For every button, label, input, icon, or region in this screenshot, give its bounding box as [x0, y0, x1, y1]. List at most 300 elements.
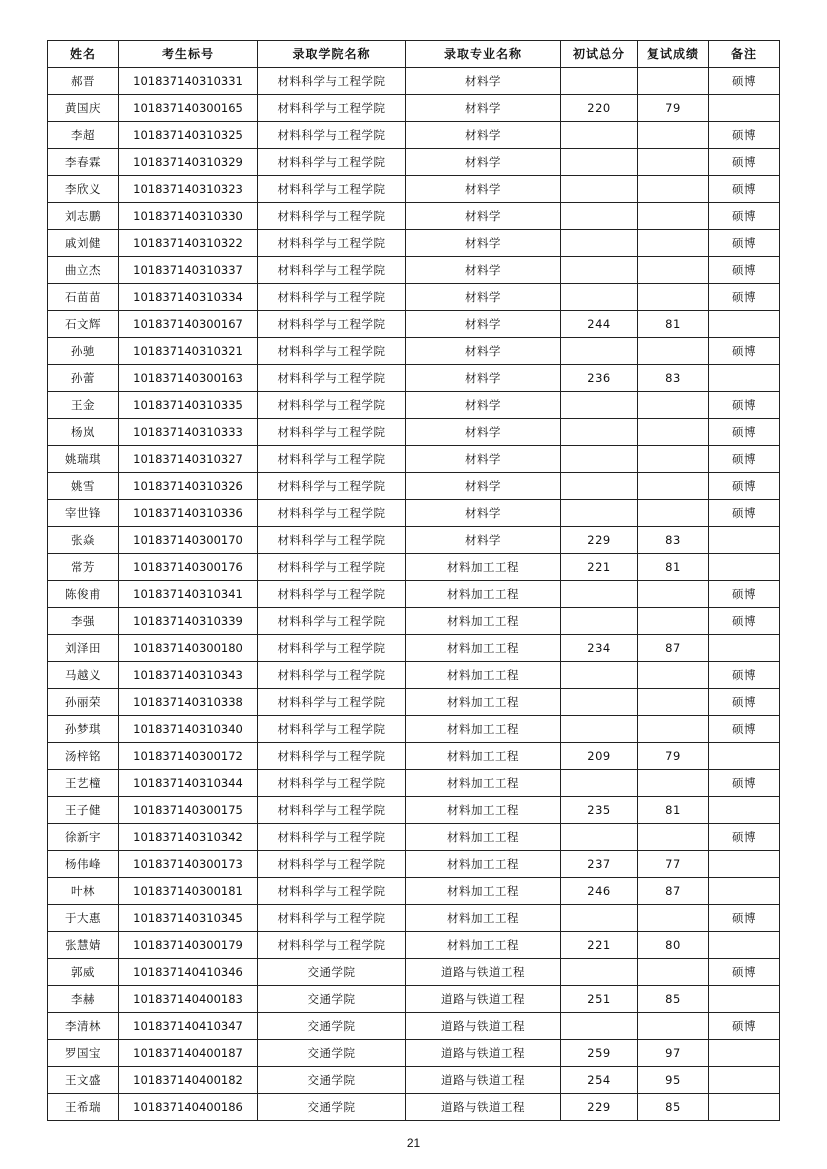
cell-name: 王艺橦 — [48, 770, 119, 797]
cell-college: 材料科学与工程学院 — [258, 284, 406, 311]
cell-college: 材料科学与工程学院 — [258, 230, 406, 257]
cell-major: 材料学 — [406, 149, 561, 176]
cell-remarks — [709, 554, 780, 581]
cell-college: 材料科学与工程学院 — [258, 878, 406, 905]
cell-retest-score — [638, 257, 709, 284]
cell-college: 材料科学与工程学院 — [258, 581, 406, 608]
cell-major: 材料学 — [406, 284, 561, 311]
cell-candidate-id: 101837140310331 — [119, 68, 258, 95]
header-college: 录取学院名称 — [258, 41, 406, 68]
cell-major: 材料学 — [406, 176, 561, 203]
cell-initial-score — [561, 230, 638, 257]
cell-college: 交通学院 — [258, 1067, 406, 1094]
cell-college: 交通学院 — [258, 1040, 406, 1067]
cell-name: 杨伟峰 — [48, 851, 119, 878]
cell-major: 材料学 — [406, 500, 561, 527]
cell-college: 材料科学与工程学院 — [258, 68, 406, 95]
cell-name: 李超 — [48, 122, 119, 149]
cell-remarks — [709, 1067, 780, 1094]
cell-initial-score: 229 — [561, 1094, 638, 1121]
cell-name: 孙丽荣 — [48, 689, 119, 716]
cell-college: 材料科学与工程学院 — [258, 851, 406, 878]
table-row — [48, 1094, 780, 1121]
cell-retest-score: 77 — [638, 851, 709, 878]
cell-major: 材料加工工程 — [406, 824, 561, 851]
cell-name: 李赫 — [48, 986, 119, 1013]
cell-remarks: 硕博 — [709, 689, 780, 716]
table-row — [48, 257, 780, 284]
cell-college: 交通学院 — [258, 1013, 406, 1040]
cell-retest-score — [638, 68, 709, 95]
header-candidate-id: 考生标号 — [119, 41, 258, 68]
table-row — [48, 311, 780, 338]
cell-initial-score — [561, 824, 638, 851]
cell-initial-score — [561, 689, 638, 716]
table-row — [48, 770, 780, 797]
admission-table — [47, 40, 780, 1121]
cell-name: 刘泽田 — [48, 635, 119, 662]
cell-college: 交通学院 — [258, 986, 406, 1013]
cell-retest-score — [638, 905, 709, 932]
cell-candidate-id: 101837140400183 — [119, 986, 258, 1013]
cell-initial-score — [561, 68, 638, 95]
cell-candidate-id: 101837140300165 — [119, 95, 258, 122]
cell-candidate-id: 101837140310345 — [119, 905, 258, 932]
cell-candidate-id: 101837140410347 — [119, 1013, 258, 1040]
cell-remarks: 硕博 — [709, 284, 780, 311]
cell-major: 材料学 — [406, 338, 561, 365]
cell-candidate-id: 101837140310344 — [119, 770, 258, 797]
cell-name: 姚雪 — [48, 473, 119, 500]
cell-initial-score — [561, 716, 638, 743]
cell-major: 道路与铁道工程 — [406, 1013, 561, 1040]
cell-retest-score: 95 — [638, 1067, 709, 1094]
cell-name: 孙驰 — [48, 338, 119, 365]
cell-initial-score: 235 — [561, 797, 638, 824]
cell-retest-score — [638, 959, 709, 986]
cell-major: 材料加工工程 — [406, 635, 561, 662]
cell-candidate-id: 101837140400187 — [119, 1040, 258, 1067]
cell-retest-score — [638, 473, 709, 500]
table-row — [48, 581, 780, 608]
cell-major: 材料学 — [406, 257, 561, 284]
table-row — [48, 284, 780, 311]
cell-major: 道路与铁道工程 — [406, 986, 561, 1013]
cell-retest-score — [638, 284, 709, 311]
table-row — [48, 203, 780, 230]
cell-name: 马越义 — [48, 662, 119, 689]
cell-retest-score — [638, 230, 709, 257]
cell-major: 材料加工工程 — [406, 608, 561, 635]
cell-remarks — [709, 878, 780, 905]
cell-name: 王希瑞 — [48, 1094, 119, 1121]
cell-initial-score — [561, 959, 638, 986]
cell-retest-score — [638, 122, 709, 149]
cell-college: 材料科学与工程学院 — [258, 635, 406, 662]
cell-candidate-id: 101837140310333 — [119, 419, 258, 446]
cell-candidate-id: 101837140310322 — [119, 230, 258, 257]
cell-name: 刘志鹏 — [48, 203, 119, 230]
cell-retest-score: 80 — [638, 932, 709, 959]
cell-major: 道路与铁道工程 — [406, 1067, 561, 1094]
page-number: 21 — [406, 1136, 421, 1150]
cell-major: 材料加工工程 — [406, 554, 561, 581]
cell-remarks — [709, 95, 780, 122]
cell-major: 道路与铁道工程 — [406, 1094, 561, 1121]
cell-major: 材料学 — [406, 230, 561, 257]
cell-name: 于大惠 — [48, 905, 119, 932]
table-row — [48, 554, 780, 581]
cell-name: 汤梓铭 — [48, 743, 119, 770]
cell-retest-score — [638, 446, 709, 473]
cell-name: 姚瑞琪 — [48, 446, 119, 473]
cell-major: 材料学 — [406, 122, 561, 149]
cell-remarks: 硕博 — [709, 905, 780, 932]
cell-major: 材料学 — [406, 95, 561, 122]
table-row — [48, 365, 780, 392]
cell-major: 道路与铁道工程 — [406, 1040, 561, 1067]
cell-college: 材料科学与工程学院 — [258, 770, 406, 797]
table-row — [48, 932, 780, 959]
cell-remarks: 硕博 — [709, 338, 780, 365]
cell-retest-score — [638, 608, 709, 635]
cell-major: 材料加工工程 — [406, 851, 561, 878]
table-row — [48, 419, 780, 446]
cell-remarks: 硕博 — [709, 500, 780, 527]
cell-remarks: 硕博 — [709, 770, 780, 797]
cell-retest-score — [638, 716, 709, 743]
cell-retest-score: 79 — [638, 95, 709, 122]
cell-candidate-id: 101837140300173 — [119, 851, 258, 878]
cell-college: 材料科学与工程学院 — [258, 176, 406, 203]
cell-college: 材料科学与工程学院 — [258, 824, 406, 851]
cell-major: 材料加工工程 — [406, 878, 561, 905]
cell-college: 交通学院 — [258, 1094, 406, 1121]
cell-remarks — [709, 851, 780, 878]
header-name: 姓名 — [48, 41, 119, 68]
cell-retest-score — [638, 1013, 709, 1040]
cell-college: 材料科学与工程学院 — [258, 419, 406, 446]
cell-name: 王金 — [48, 392, 119, 419]
table-row — [48, 905, 780, 932]
table-row — [48, 716, 780, 743]
cell-initial-score — [561, 608, 638, 635]
cell-college: 材料科学与工程学院 — [258, 446, 406, 473]
cell-retest-score — [638, 824, 709, 851]
cell-college: 材料科学与工程学院 — [258, 392, 406, 419]
cell-college: 材料科学与工程学院 — [258, 743, 406, 770]
cell-name: 戚刘健 — [48, 230, 119, 257]
table-row — [48, 338, 780, 365]
cell-candidate-id: 101837140310334 — [119, 284, 258, 311]
cell-initial-score — [561, 203, 638, 230]
cell-initial-score — [561, 122, 638, 149]
cell-candidate-id: 101837140310343 — [119, 662, 258, 689]
table-row — [48, 959, 780, 986]
cell-candidate-id: 101837140300175 — [119, 797, 258, 824]
cell-major: 材料加工工程 — [406, 689, 561, 716]
cell-initial-score: 251 — [561, 986, 638, 1013]
cell-initial-score: 236 — [561, 365, 638, 392]
cell-major: 材料加工工程 — [406, 797, 561, 824]
cell-major: 材料加工工程 — [406, 581, 561, 608]
cell-college: 材料科学与工程学院 — [258, 122, 406, 149]
cell-candidate-id: 101837140310340 — [119, 716, 258, 743]
cell-retest-score — [638, 392, 709, 419]
cell-remarks: 硕博 — [709, 149, 780, 176]
header-initial-score: 初试总分 — [561, 41, 638, 68]
cell-college: 材料科学与工程学院 — [258, 473, 406, 500]
table-row — [48, 68, 780, 95]
cell-remarks: 硕博 — [709, 176, 780, 203]
table-row — [48, 662, 780, 689]
cell-retest-score: 97 — [638, 1040, 709, 1067]
cell-candidate-id: 101837140310329 — [119, 149, 258, 176]
cell-remarks: 硕博 — [709, 608, 780, 635]
cell-initial-score — [561, 257, 638, 284]
cell-name: 徐新宇 — [48, 824, 119, 851]
cell-candidate-id: 101837140300170 — [119, 527, 258, 554]
table-row — [48, 608, 780, 635]
cell-college: 交通学院 — [258, 959, 406, 986]
cell-candidate-id: 101837140310337 — [119, 257, 258, 284]
header-remarks: 备注 — [709, 41, 780, 68]
header-retest-score: 复试成绩 — [638, 41, 709, 68]
cell-candidate-id: 101837140310323 — [119, 176, 258, 203]
cell-retest-score: 81 — [638, 797, 709, 824]
cell-retest-score — [638, 338, 709, 365]
cell-name: 李春霖 — [48, 149, 119, 176]
cell-candidate-id: 101837140310338 — [119, 689, 258, 716]
cell-name: 郭威 — [48, 959, 119, 986]
cell-major: 材料学 — [406, 446, 561, 473]
cell-remarks: 硕博 — [709, 1013, 780, 1040]
cell-college: 材料科学与工程学院 — [258, 662, 406, 689]
cell-initial-score: 220 — [561, 95, 638, 122]
cell-name: 张焱 — [48, 527, 119, 554]
cell-college: 材料科学与工程学院 — [258, 338, 406, 365]
cell-initial-score — [561, 338, 638, 365]
cell-major: 材料加工工程 — [406, 770, 561, 797]
cell-initial-score — [561, 905, 638, 932]
cell-remarks: 硕博 — [709, 419, 780, 446]
cell-initial-score — [561, 149, 638, 176]
cell-candidate-id: 101837140300181 — [119, 878, 258, 905]
cell-remarks — [709, 986, 780, 1013]
cell-initial-score — [561, 662, 638, 689]
cell-initial-score — [561, 419, 638, 446]
cell-retest-score: 79 — [638, 743, 709, 770]
cell-college: 材料科学与工程学院 — [258, 500, 406, 527]
cell-college: 材料科学与工程学院 — [258, 95, 406, 122]
cell-college: 材料科学与工程学院 — [258, 932, 406, 959]
table-row — [48, 1040, 780, 1067]
cell-remarks — [709, 311, 780, 338]
table-row — [48, 392, 780, 419]
cell-initial-score: 234 — [561, 635, 638, 662]
cell-remarks: 硕博 — [709, 662, 780, 689]
cell-remarks — [709, 635, 780, 662]
cell-college: 材料科学与工程学院 — [258, 257, 406, 284]
cell-initial-score: 237 — [561, 851, 638, 878]
table-body — [48, 68, 780, 1121]
cell-college: 材料科学与工程学院 — [258, 905, 406, 932]
cell-retest-score: 87 — [638, 635, 709, 662]
cell-initial-score — [561, 392, 638, 419]
cell-remarks: 硕博 — [709, 473, 780, 500]
cell-name: 李强 — [48, 608, 119, 635]
cell-college: 材料科学与工程学院 — [258, 149, 406, 176]
cell-remarks: 硕博 — [709, 257, 780, 284]
cell-initial-score: 259 — [561, 1040, 638, 1067]
cell-retest-score — [638, 500, 709, 527]
cell-candidate-id: 101837140310342 — [119, 824, 258, 851]
cell-remarks: 硕博 — [709, 959, 780, 986]
cell-remarks: 硕博 — [709, 581, 780, 608]
table-row — [48, 149, 780, 176]
cell-initial-score: 244 — [561, 311, 638, 338]
cell-candidate-id: 101837140310341 — [119, 581, 258, 608]
cell-initial-score — [561, 176, 638, 203]
cell-initial-score — [561, 473, 638, 500]
cell-name: 陈俊甫 — [48, 581, 119, 608]
cell-major: 材料加工工程 — [406, 716, 561, 743]
cell-major: 材料学 — [406, 311, 561, 338]
table-row — [48, 986, 780, 1013]
table-row — [48, 230, 780, 257]
table-row — [48, 851, 780, 878]
table-row — [48, 878, 780, 905]
header-row — [48, 41, 780, 68]
cell-college: 材料科学与工程学院 — [258, 203, 406, 230]
cell-remarks — [709, 1040, 780, 1067]
cell-retest-score: 83 — [638, 527, 709, 554]
cell-candidate-id: 101837140400182 — [119, 1067, 258, 1094]
cell-remarks: 硕博 — [709, 203, 780, 230]
cell-name: 李清林 — [48, 1013, 119, 1040]
cell-name: 孙蕾 — [48, 365, 119, 392]
cell-remarks: 硕博 — [709, 824, 780, 851]
cell-initial-score — [561, 446, 638, 473]
cell-initial-score: 254 — [561, 1067, 638, 1094]
cell-retest-score — [638, 419, 709, 446]
cell-major: 材料加工工程 — [406, 932, 561, 959]
cell-retest-score — [638, 770, 709, 797]
table-row — [48, 1013, 780, 1040]
cell-retest-score — [638, 689, 709, 716]
table-row — [48, 473, 780, 500]
cell-retest-score: 85 — [638, 986, 709, 1013]
cell-initial-score — [561, 284, 638, 311]
cell-college: 材料科学与工程学院 — [258, 797, 406, 824]
cell-college: 材料科学与工程学院 — [258, 689, 406, 716]
cell-candidate-id: 101837140300176 — [119, 554, 258, 581]
cell-candidate-id: 101837140300163 — [119, 365, 258, 392]
cell-remarks — [709, 365, 780, 392]
cell-retest-score: 87 — [638, 878, 709, 905]
cell-major: 材料学 — [406, 419, 561, 446]
cell-major: 材料学 — [406, 365, 561, 392]
header-major: 录取专业名称 — [406, 41, 561, 68]
cell-remarks: 硕博 — [709, 716, 780, 743]
table-row — [48, 743, 780, 770]
cell-candidate-id: 101837140310326 — [119, 473, 258, 500]
cell-major: 材料加工工程 — [406, 905, 561, 932]
cell-major: 材料学 — [406, 203, 561, 230]
cell-candidate-id: 101837140310325 — [119, 122, 258, 149]
cell-retest-score: 85 — [638, 1094, 709, 1121]
cell-major: 材料学 — [406, 392, 561, 419]
cell-name: 常芳 — [48, 554, 119, 581]
cell-candidate-id: 101837140410346 — [119, 959, 258, 986]
table-row — [48, 797, 780, 824]
cell-college: 材料科学与工程学院 — [258, 554, 406, 581]
cell-initial-score — [561, 581, 638, 608]
cell-retest-score — [638, 176, 709, 203]
table-row — [48, 122, 780, 149]
cell-major: 材料加工工程 — [406, 743, 561, 770]
cell-name: 罗国宝 — [48, 1040, 119, 1067]
cell-college: 材料科学与工程学院 — [258, 716, 406, 743]
cell-remarks — [709, 797, 780, 824]
cell-name: 王文盛 — [48, 1067, 119, 1094]
table-row — [48, 1067, 780, 1094]
cell-initial-score — [561, 500, 638, 527]
cell-major: 材料学 — [406, 68, 561, 95]
cell-initial-score: 246 — [561, 878, 638, 905]
cell-name: 石文辉 — [48, 311, 119, 338]
cell-remarks — [709, 743, 780, 770]
table-row — [48, 176, 780, 203]
cell-candidate-id: 101837140300180 — [119, 635, 258, 662]
cell-name: 王子健 — [48, 797, 119, 824]
cell-college: 材料科学与工程学院 — [258, 311, 406, 338]
cell-retest-score: 81 — [638, 311, 709, 338]
cell-retest-score — [638, 581, 709, 608]
cell-remarks: 硕博 — [709, 230, 780, 257]
cell-candidate-id: 101837140310335 — [119, 392, 258, 419]
cell-name: 宰世锋 — [48, 500, 119, 527]
cell-major: 材料学 — [406, 527, 561, 554]
cell-remarks — [709, 932, 780, 959]
cell-name: 张慧婧 — [48, 932, 119, 959]
cell-name: 杨岚 — [48, 419, 119, 446]
cell-remarks: 硕博 — [709, 68, 780, 95]
cell-retest-score — [638, 149, 709, 176]
cell-candidate-id: 101837140300172 — [119, 743, 258, 770]
cell-major: 材料学 — [406, 473, 561, 500]
cell-candidate-id: 101837140310339 — [119, 608, 258, 635]
cell-retest-score — [638, 662, 709, 689]
cell-remarks: 硕博 — [709, 392, 780, 419]
cell-candidate-id: 101837140310321 — [119, 338, 258, 365]
cell-initial-score: 229 — [561, 527, 638, 554]
table-row — [48, 635, 780, 662]
cell-college: 材料科学与工程学院 — [258, 608, 406, 635]
cell-remarks — [709, 527, 780, 554]
table-row — [48, 500, 780, 527]
cell-college: 材料科学与工程学院 — [258, 527, 406, 554]
cell-name: 叶林 — [48, 878, 119, 905]
cell-initial-score: 221 — [561, 932, 638, 959]
cell-candidate-id: 101837140300167 — [119, 311, 258, 338]
cell-candidate-id: 101837140310336 — [119, 500, 258, 527]
cell-retest-score — [638, 203, 709, 230]
cell-initial-score — [561, 770, 638, 797]
table-row — [48, 446, 780, 473]
cell-name: 曲立杰 — [48, 257, 119, 284]
table-row — [48, 95, 780, 122]
